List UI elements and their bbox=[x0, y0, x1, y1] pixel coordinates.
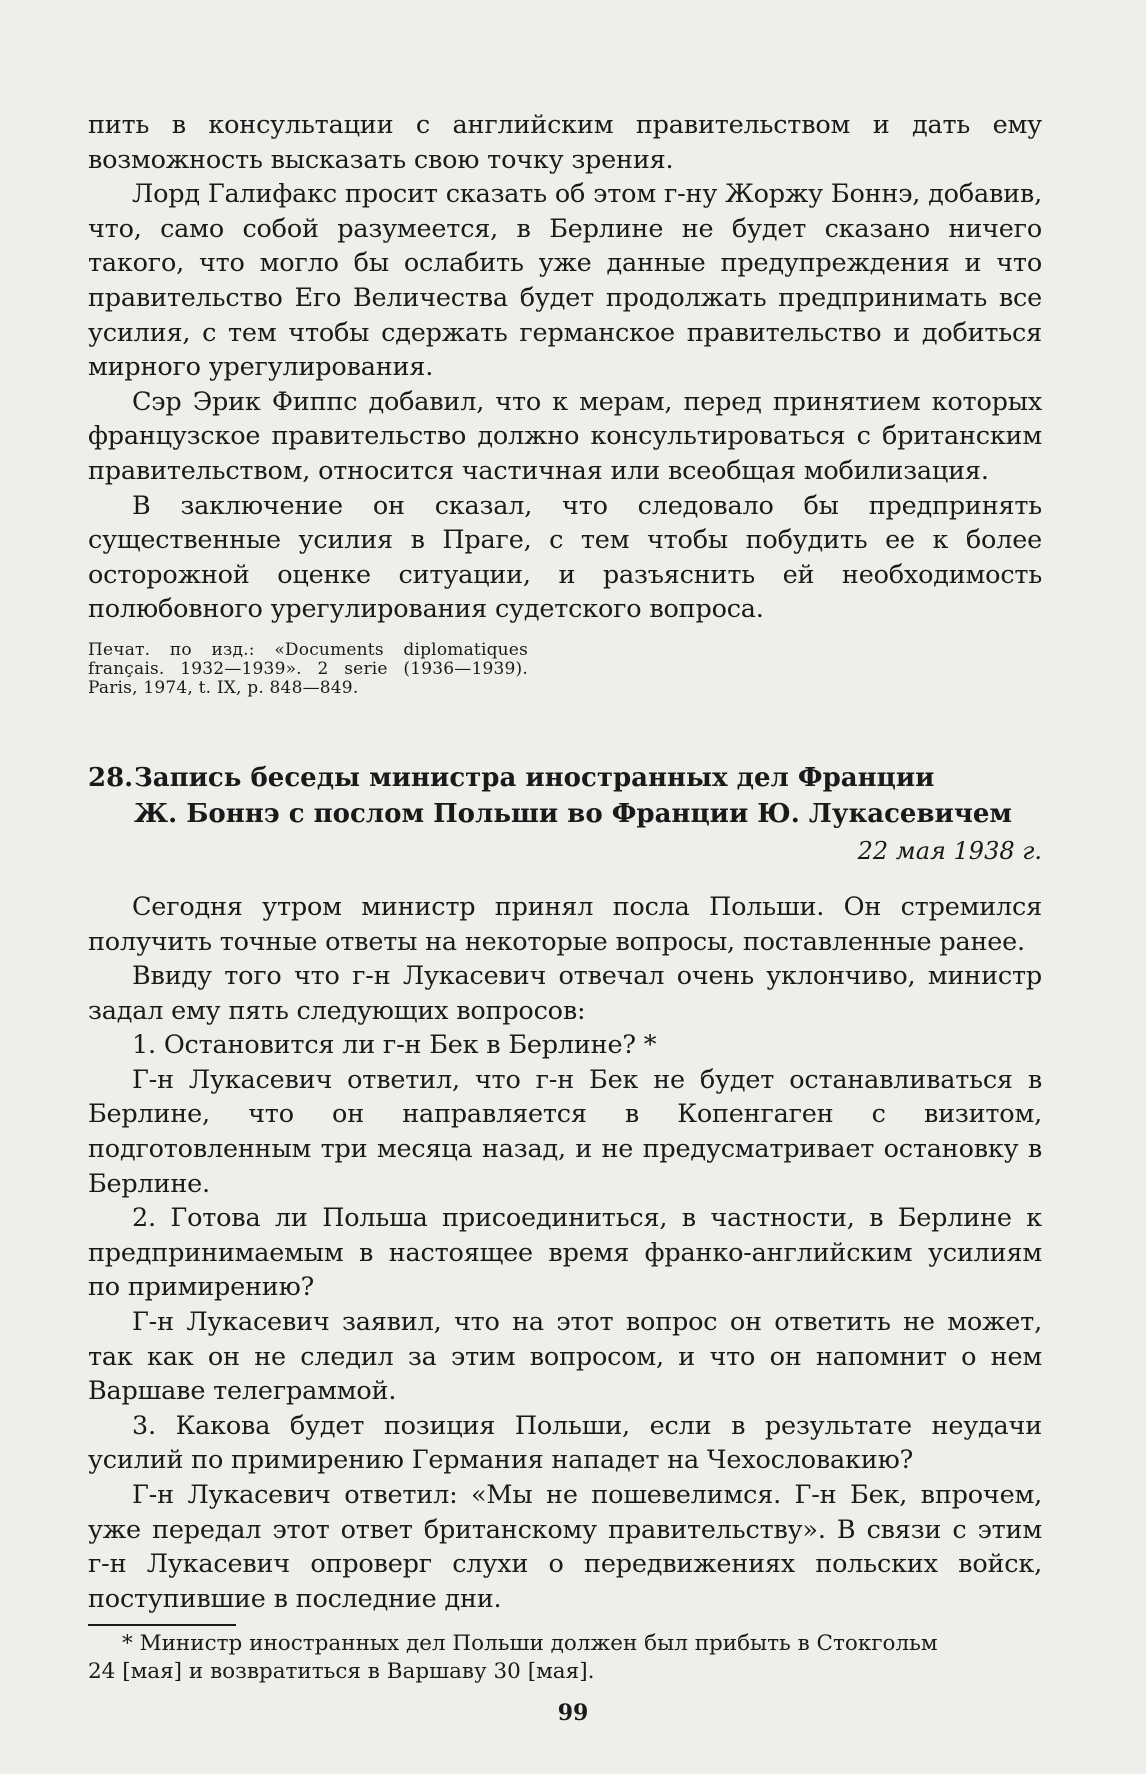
page-number: 99 bbox=[557, 1700, 589, 1726]
paragraph: Г-н Лукасевич заявил, что на этот вопрос он ответить не может, так как он не следил за этим вопросом, и что он напомнит о нем Варшаве телеграммой. bbox=[88, 1307, 1042, 1407]
document-heading bbox=[88, 760, 1042, 832]
paragraph: 2. Готова ли Польша присоединиться, в частности, в Берлине к предпринимаемым в настоящее время франко-английским усилиям по примирению? bbox=[88, 1203, 1042, 1303]
source-note: Печат. по изд.: «Documents diplomatiques français. 1932—1939». 2 serie (1936—1939). Paris, 1974, t. IX, p. 848—849. bbox=[88, 639, 528, 698]
footnote: * Министр иностранных дел Польши должен был прибыть в Стокгольм bbox=[122, 1631, 938, 1657]
footnote: 24 [мая] и возвратиться в Варшаву 30 [мая]. bbox=[88, 1659, 595, 1685]
paragraph: 1. Остановится ли г-н Бек в Берлине? * bbox=[132, 1030, 657, 1061]
paragraph: 3. Какова будет позиция Польши, если в результате неудачи усилий по примирению Германия нападет на Чехословакию? bbox=[88, 1410, 1042, 1476]
paragraph: Ввиду того что г-н Лукасевич отвечал очень уклончиво, министр задал ему пять следующих вопросов: bbox=[88, 961, 1042, 1026]
paragraph: Лорд Галифакс просит сказать об этом г-ну Жоржу Боннэ, добавив, что, само собой разумеется, в Берлине не будет сказано ничего такого, что могло бы ослабить уже данные предупреждения и что правительство Его Величества будет продолжать предпринимать все усилия, с тем чтобы сдержать германское правительство и добиться мирного урегулирования. bbox=[88, 179, 1042, 383]
paragraph: В заключение он сказал, что следовало бы предпринять существенные усилия в Праге, с тем чтобы побудить ее к более осторожной оценке ситуации, и разъяснить ей необходимость полюбовного урегулирования судетского вопроса. bbox=[88, 490, 1042, 625]
heading-line: Ж. Боннэ с послом Польши во Франции Ю. Лукасевичем bbox=[134, 798, 1012, 829]
paragraph: Сегодня утром министр принял посла Польши. Он стремился получить точные ответы на некоторые вопросы, поставленные ранее. bbox=[88, 891, 1042, 957]
paragraph: пить в консультации с английским правительством и дать ему возможность высказать свою точку зрения. bbox=[88, 110, 1042, 175]
document-date: 22 мая 1938 г. bbox=[857, 836, 1042, 865]
paragraph: Г-н Лукасевич ответил: «Мы не пошевелимся. Г-н Бек, впрочем, уже передал этот ответ британскому правительству». В связи с этим г-н Лукасевич опроверг слухи о передвижениях польских войск, поступившие в последние дни. bbox=[88, 1480, 1042, 1614]
footnote-divider bbox=[88, 1624, 236, 1626]
paragraph: Сэр Эрик Фиппс добавил, что к мерам, перед принятием которых французское правительство должно консультироваться с британским правительством, относится частичная или всеобщая мобилизация. bbox=[88, 386, 1042, 486]
heading-line: Запись беседы министра иностранных дел Франции bbox=[134, 762, 935, 793]
document-number: 28. bbox=[88, 762, 134, 793]
paragraph: Г-н Лукасевич ответил, что г-н Бек не будет останавливаться в Берлине, что он направляется в Копенгаген с визитом, подготовленным три месяца назад, и не предусматривает остановку в Берлине. bbox=[88, 1064, 1042, 1199]
